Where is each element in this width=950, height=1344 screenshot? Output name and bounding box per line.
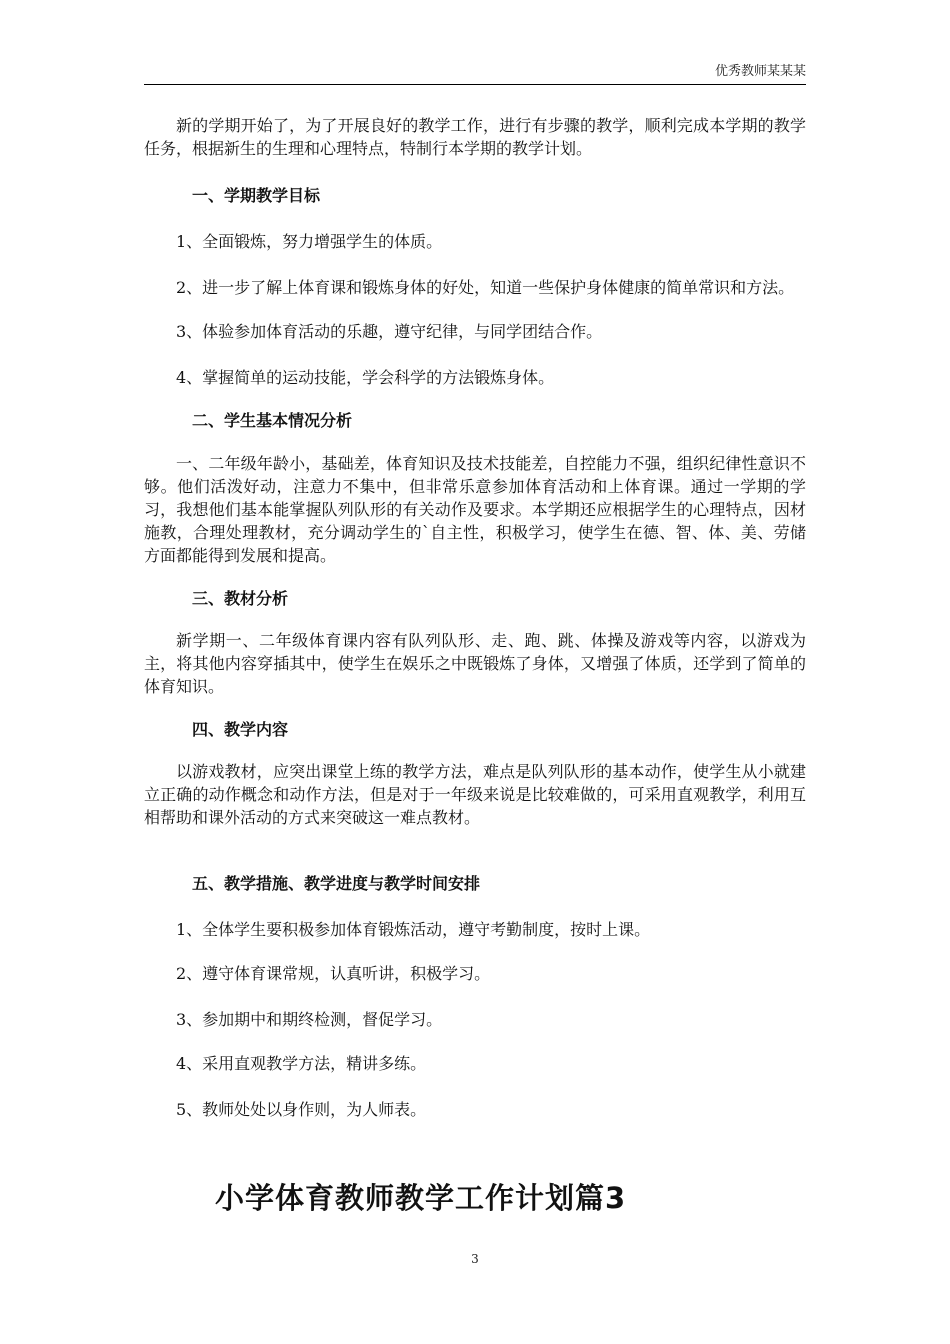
- section-heading-4: 四、教学内容: [192, 720, 289, 739]
- document-body: [144, 114, 806, 1121]
- page-header-author: 优秀教师某某某: [714, 64, 806, 79]
- section-1-item-4: 4、掌握简单的运动技能，学会科学的方法锻炼身体。: [176, 368, 555, 387]
- page-number: 3: [471, 1252, 479, 1266]
- section-1-item-1: 1、全面锻炼，努力增强学生的体质。: [176, 232, 443, 251]
- next-article-title: 小学体育教师教学工作计划篇3: [215, 1181, 627, 1215]
- section-1-item-2: 2、进一步了解上体育课和锻炼身体的好处，知道一些保护身体健康的简单常识和方法。: [176, 278, 795, 297]
- section-4-paragraph: 以游戏教材，应突出课堂上练的教学方法，难点是队列队形的基本动作，使学生从小就建立正确的动作概念和动作方法，但是对于一年级来说是比较难做的，可采用直观教学，利用互相帮助和课外活动的方式来突破这一难点教材。: [144, 762, 806, 827]
- section-heading-5: 五、教学措施、教学进度与教学时间安排: [192, 874, 481, 893]
- section-3-paragraph: 新学期一、二年级体育课内容有队列队形、走、跑、跳、体操及游戏等内容，以游戏为主，将其他内容穿插其中，使学生在娱乐之中既锻炼了身体，又增强了体质，还学到了简单的体育知识。: [144, 631, 806, 696]
- section-5-item-1: 1、全体学生要积极参加体育锻炼活动，遵守考勤制度，按时上课。: [176, 920, 651, 939]
- section-5-item-5: 5、教师处处以身作则，为人师表。: [176, 1100, 427, 1119]
- section-5-item-4: 4、采用直观教学方法，精讲多练。: [176, 1054, 427, 1073]
- section-heading-1: 一、学期教学目标: [192, 186, 321, 205]
- section-1-item-3: 3、体验参加体育活动的乐趣，遵守纪律，与同学团结合作。: [176, 322, 603, 341]
- intro-paragraph: 新的学期开始了，为了开展良好的教学工作，进行有步骤的教学，顺利完成本学期的教学任务，根据新生的生理和心理特点，特制行本学期的教学计划。: [144, 116, 806, 158]
- section-heading-2: 二、学生基本情况分析: [192, 411, 353, 430]
- header-divider: [144, 84, 806, 85]
- section-5-item-3: 3、参加期中和期终检测，督促学习。: [176, 1010, 443, 1029]
- section-heading-3: 三、教材分析: [192, 589, 289, 608]
- section-2-paragraph: 一、二年级年龄小，基础差，体育知识及技术技能差，自控能力不强，组织纪律性意识不够。他们活泼好动，注意力不集中，但非常乐意参加体育活动和上体育课。通过一学期的学习，我想他们基本能掌握队列队形的有关动作及要求。本学期还应根据学生的心理特点，因材施教，合理处理教材，充分调动学生的`自主性，积极学习，使学生在德、智、体、美、劳储方面都能得到发展和提高。: [144, 454, 806, 565]
- section-5-item-2: 2、遵守体育课常规，认真听讲，积极学习。: [176, 964, 491, 983]
